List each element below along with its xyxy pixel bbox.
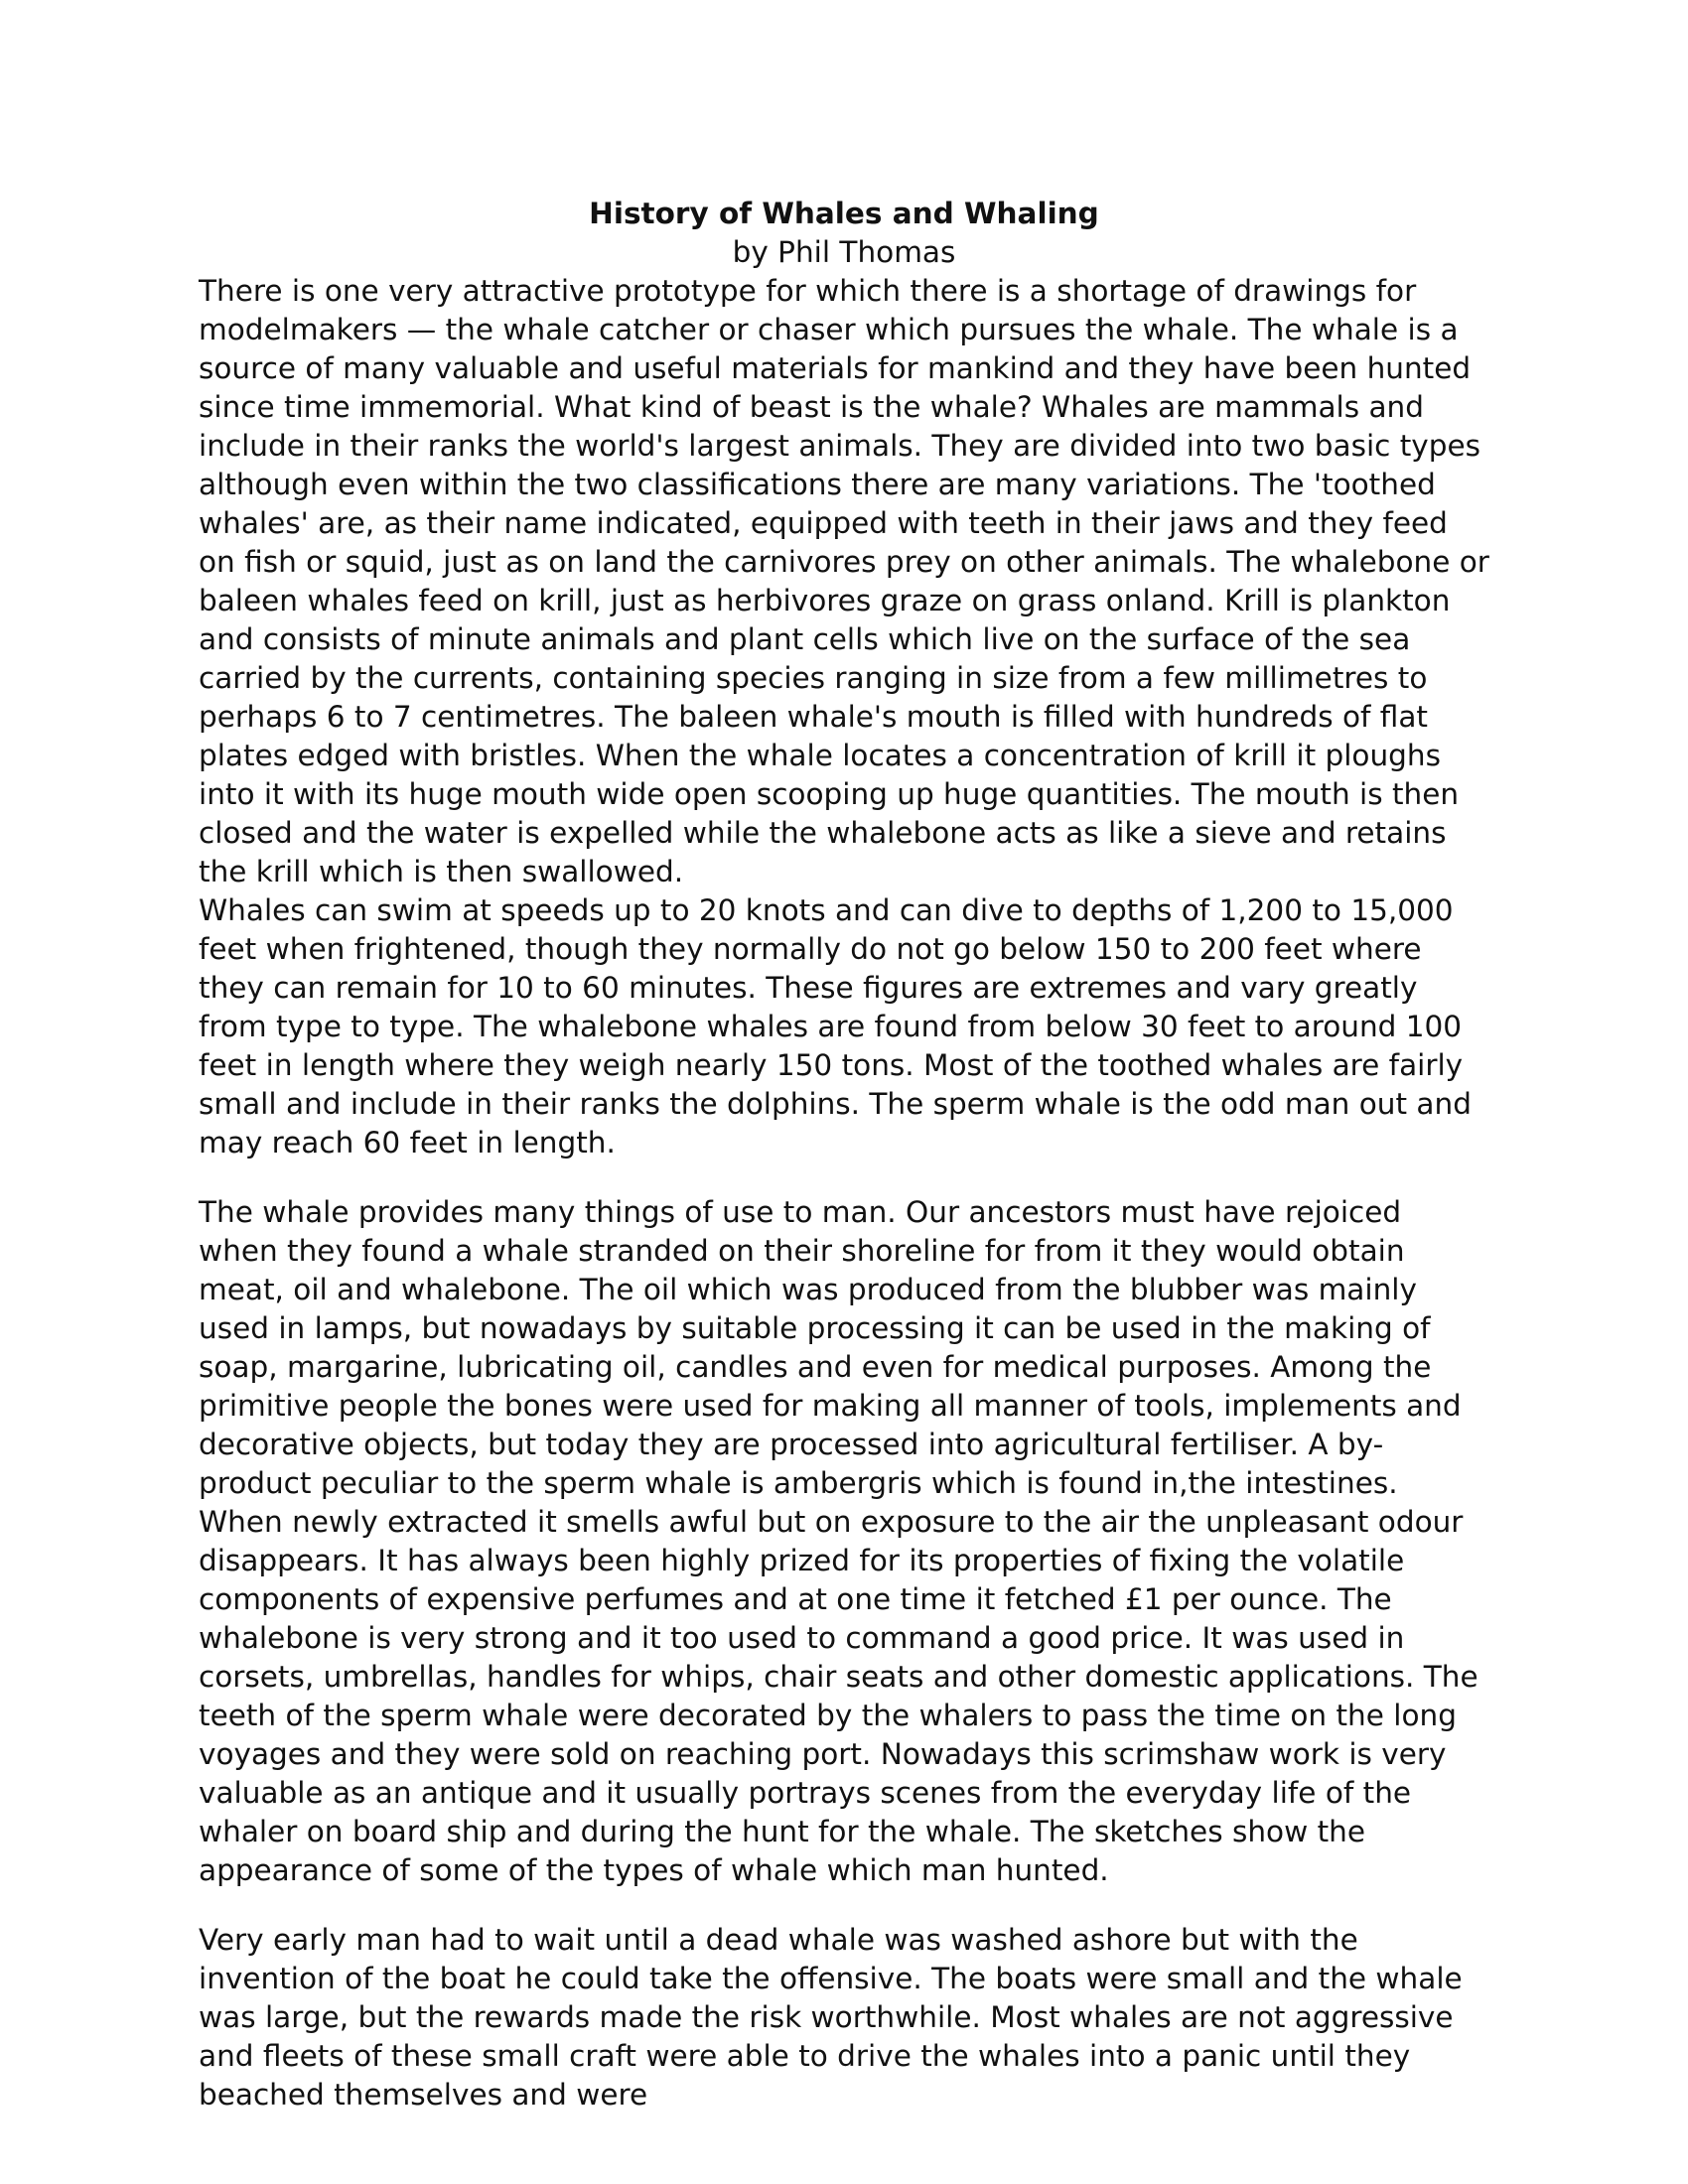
author-byline: by Phil Thomas bbox=[732, 235, 956, 269]
paragraph-intro: There is one very attractive prototype for which there is a shortage of drawings for modelmakers — the whale catcher or chaser which pursues the whale. The whale is a source of many valuable and useful materials for mankind and they have been hunted since time immemorial. What kind of beast is the whale? Whales are mammals and include in their ranks the world's largest animals. They are divided into two basic types although even within the two classifications there are many variations. The 'toothed whales' are, as their name indicated, equipped with teeth in their jaws and they feed on fish or squid, just as on land the carnivores prey on other animals. The whalebone or baleen whales feed on krill, just as herbivores graze on grass onland. Krill is plankton and consists of minute animals and plant cells which live on the surface of the sea carried by the currents, containing species ranging in size from a few millimetres to perhaps 6 to 7 centimetres. The baleen whale's mouth is filled with hundreds of flat plates edged with bristles. When the whale locates a concentration of krill it ploughs into it with its huge mouth wide open scooping up huge quantities. The mouth is then closed and the water is expelled while the whalebone acts as like a sieve and retains the krill which is then swallowed. bbox=[199, 274, 1489, 888]
paragraph-speeds: Whales can swim at speeds up to 20 knots and can dive to depths of 1,200 to 15,000 feet when frightened, though they normally do not go below 150 to 200 feet where they can remain for 10 to 60 minutes. These figures are extremes and vary greatly from type to type. The whalebone whales are found from below 30 feet to around 100 feet in length where they weigh nearly 150 tons. Most of the toothed whales are fairly small and include in their ranks the dolphins. The sperm whale is the odd man out and may reach 60 feet in length. bbox=[199, 893, 1472, 1160]
document-title: History of Whales and Whaling bbox=[589, 197, 1099, 230]
paragraph-early-hunting: Very early man had to wait until a dead whale was washed ashore but with the invention of the boat he could take the offensive. The boats were small and the whale was large, but the rewards made the risk worthwhile. Most whales are not aggressive and fleets of these small craft were able to drive the whales into a panic until they beached themselves and were bbox=[199, 1923, 1463, 2112]
document-body bbox=[199, 195, 1489, 2115]
paragraph-uses: The whale provides many things of use to man. Our ancestors must have rejoiced when they found a whale stranded on their shoreline for from it they would obtain meat, oil and whalebone. The oil which was produced from the blubber was mainly used in lamps, but nowadays by suitable processing it can be used in the making of soap, margarine, lubricating oil, candles and even for medical purposes. Among the primitive people the bones were used for making all manner of tools, implements and decorative objects, but today they are processed into agricultural fertiliser. A by-product peculiar to the sperm whale is ambergris which is found in,the intestines. When newly extracted it smells awful but on exposure to the air the unpleasant odour disappears. It has always been highly prized for its properties of fixing the volatile components of expensive perfumes and at one time it fetched £1 per ounce. The whalebone is very strong and it too used to command a good price. It was used in corsets, umbrellas, handles for whips, chair seats and other domestic applications. The teeth of the sperm whale were decorated by the whalers to pass the time on the long voyages and they were sold on reaching port. Nowadays this scrimshaw work is very valuable as an antique and it usually portrays scenes from the everyday life of the whaler on board ship and during the hunt for the whale. The sketches show the appearance of some of the types of whale which man hunted. bbox=[199, 1195, 1478, 1887]
